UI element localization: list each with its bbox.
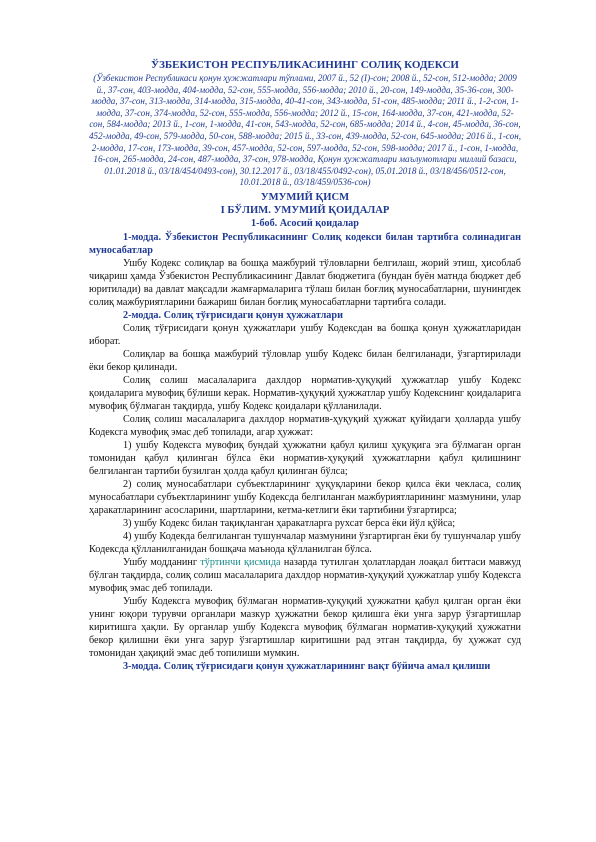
article-2-paragraph-1: Солиқ тўғрисидаги қонун ҳужжатлари ушбу Кодексдан ва бошқа қонун ҳужжатларидан иборат.: [89, 322, 521, 347]
article-2-item-1: 1) ушбу Кодексга мувофиқ бундай ҳужжатни қабул қилиш ҳуқуқига эга бўлмаган орган томонидан қабул қилинган бўлса ёки норматив-ҳуқуқий ҳужжатларни қабул қилишнинг белгиланган тартиби бузилган ҳолда қабул қилинган бўлса;: [89, 439, 521, 477]
article-2-paragraph-6: Ушбу Кодексга мувофиқ бўлмаган норматив-ҳуқуқий ҳужжатни қабул қилган орган ёки унинг юқори турувчи органлари мазкур ҳужжатни бекор қилишга ёки унга зарур ўзгартишлар киритишга ҳақли. Бу органлар ушбу Кодексга мувофиқ бўлмаган норматив-ҳуқуқий ҳужжатни бекор қилишни ёки унга зарур ўзгартишлар киритишни рад этган тақдирда, бу ҳужжат суд томонидан ҳақиқий эмас деб топилиши мумкин.: [89, 595, 521, 659]
section-heading: УМУМИЙ ҚИСМ: [260, 191, 350, 203]
article-3-title: 3-модда. Солиқ тўғрисидаги қонун ҳужжатларининг вақт бўйича амал қилиши: [123, 660, 491, 672]
paragraph-text: Ушбу модданинг: [123, 556, 201, 568]
article-1-title: 1-модда. Ўзбекистон Республикасининг Солиқ кодекси билан тартибга солинадиган муносабатлар: [89, 231, 521, 256]
document-page: [89, 58, 521, 673]
part-four-reference-link[interactable]: тўртинчи қисмида: [200, 556, 281, 568]
document-title: ЎЗБЕКИСТОН РЕСПУБЛИКАСИНИНГ СОЛИҚ КОДЕКСИ: [151, 59, 459, 71]
article-2-paragraph-3: Солиқ солиш масалаларига дахлдор норматив-ҳуқуқий ҳужжатлар ушбу Кодекс қоидаларига мувофиқ бўлиши керак. Норматив-ҳуқуқий ҳужжатлар ушбу Кодекснинг қоидаларига мувофиқ бўлмаган тақдирда, ушбу Кодекс қоидалари қўлланилади.: [89, 374, 521, 412]
article-2-paragraph-5: [89, 556, 521, 595]
chapter-heading: 1-боб. Асосий қоидалар: [251, 217, 359, 229]
article-2-item-3: 3) ушбу Кодекс билан тақиқланган ҳаракатларга рухсат берса ёки йўл қўйса;: [123, 517, 456, 529]
article-2-paragraph-2: Солиқлар ва бошқа мажбурий тўловлар ушбу Кодекс билан белгиланади, ўзгартирилади ёки бекор қилинади.: [89, 348, 521, 373]
article-2-paragraph-4: Солиқ солиш масалаларига дахлдор норматив-ҳуқуқий ҳужжат қуйидаги ҳолларда ушбу Кодексга мувофиқ эмас деб топилади, агар ҳужжат:: [89, 413, 521, 438]
part-heading: I БЎЛИМ. УМУМИЙ ҚОИДАЛАР: [220, 204, 390, 216]
article-1-paragraph: Ушбу Кодекс солиқлар ва бошқа мажбурий тўловларни белгилаш, жорий этиш, ҳисоблаб чиқариш ҳамда Ўзбекистон Республикасининг Давлат бюджетига (бундан буён матнда бюджет деб юритилади) ва давлат мақсадли жамғармаларига тўлаш билан боғлиқ муносабатларни, шунингдек солиқ мажбуриятларини бажариш билан боғлиқ муносабатларни тартибга солади.: [89, 257, 521, 308]
article-2-title: 2-модда. Солиқ тўғрисидаги қонун ҳужжатлари: [123, 309, 343, 321]
source-note: (Ўзбекистон Республикаси қонун ҳужжатлари тўплами, 2007 й., 52 (I)-сон; 2008 й., 52-сон, 512-модда; 2009 й., 37-сон, 403-модда, 404-модда, 52-сон, 555-модда, 556-модда; 2010 й., 20-сон, 149-модда, 35-36-сон, 300-модда, 37-сон, 313-модда, 314-модда, 315-модда, 40-41-сон, 343-модда, 51-сон, 485-модда; 2011 й., 1-2-сон, 1-модда, 37-сон, 374-модда, 52-сон, 555-модда, 556-модда; 2012 й., 15-сон, 164-модда, 37-сон, 421-модда, 52-сон, 584-модда; 2013 й., 1-сон, 1-модда, 41-сон, 543-модда, 52-сон, 685-модда; 2014 й., 4-сон, 45-модда, 36-сон, 452-модда, 49-сон, 579-модда, 50-сон, 588-модда; 2015 й., 33-сон, 439-модда, 52-сон, 645-модда; 2016 й., 1-сон, 2-модда, 17-сон, 173-модда, 39-сон, 457-модда, 52-сон, 597-модда, 52-сон, 598-модда; 2017 й., 1-сон, 1-модда, 16-сон, 265-модда, 24-сон, 487-модда, 37-сон, 978-модда, Қонун ҳужжатлари маълумотлари миллий базаси, 01.01.2018 й., 03/18/454/0493-сон), 30.12.2017 й., 03/18/455/0492-сон), 05.01.2018 й., 03/18/456/0512-сон, 10.01.2018 й., 03/18/459/0536-сон): [89, 73, 521, 188]
paragraph-text: назарда тутилган ҳолатлардан лоақал биттаси мавжуд бўлган тақдирда, солиқ солиш масалаларига дахлдор норматив-ҳуқуқий ҳужжатлар ушбу Кодексга мувофиқ эмас деб топилади.: [89, 556, 521, 594]
article-2-item-2: 2) солиқ муносабатлари субъектларининг ҳуқуқларини бекор қилса ёки чекласа, солиқ муносабатлари субъектларининг ушбу Кодексда белгиланган мажбуриятларининг мазмунини, улар ҳаракатларининг асосларини, шартларини, кетма-кетлиги ёки тартибини ўзгартирса;: [89, 478, 521, 516]
article-2-item-4: 4) ушбу Кодекда белгиланган тушунчалар мазмунини ўзгартирган ёки бу тушунчалар ушбу Кодексда қўлланилганидан бошқача маънода қўлланилган бўлса.: [89, 530, 521, 555]
